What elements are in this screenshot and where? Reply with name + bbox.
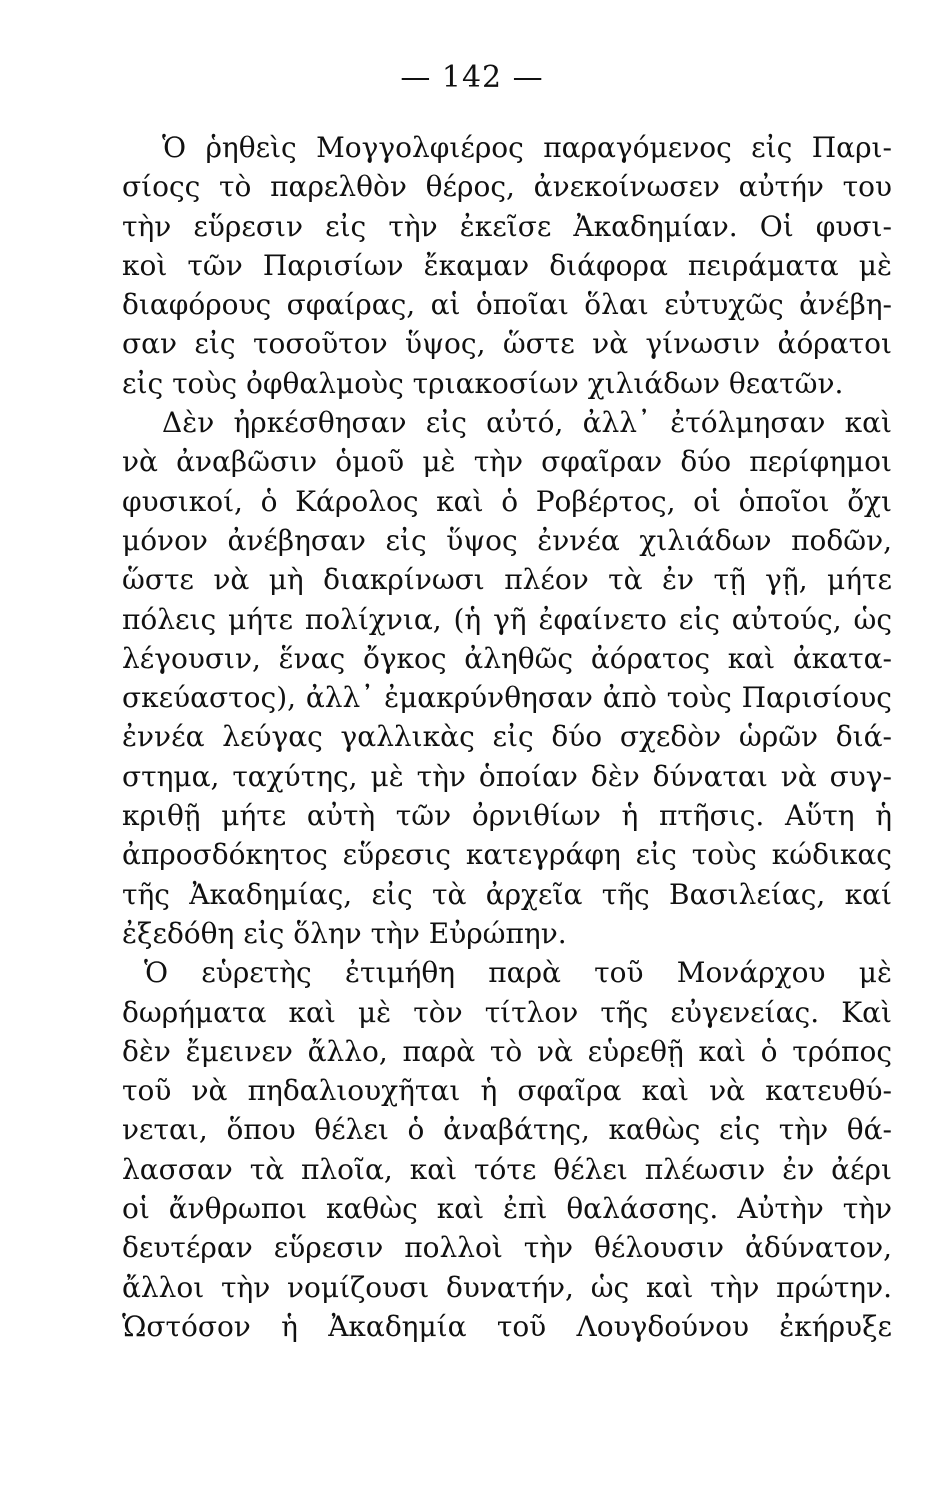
text-line: Ὁ εὑρετὴς ἐτιμήθη παρὰ τοῦ Μονάρχου μὲ	[144, 956, 892, 990]
text-line: κοὶ τῶν Παρισίων ἔκαμαν διάφορα πειράματα μὲ	[122, 248, 892, 282]
text-line: εἰς τοὺς ὀφθαλμοὺς τριακοσίων χιλιάδων θεατῶν.	[122, 366, 844, 400]
text-line: πόλεις μήτε πολίχνια, (ἡ γῆ ἐφαίνετο εἰς αὐτούς, ὡς	[122, 602, 892, 636]
text-line: τοῦ νὰ πηδαλιουχῆται ἡ σφαῖρα καὶ νὰ κατευθύ-	[122, 1074, 892, 1108]
text-line: Ὁ ῥηθεὶς Μογγολφιέρος παραγόμενος εἰς Παρι-	[162, 131, 892, 164]
text-line: μόνον ἀνέβησαν εἰς ὕψος ἐννέα χιλιάδων ποδῶν,	[122, 523, 892, 557]
text-line: σαν εἰς τοσοῦτον ὕψος, ὥστε νὰ γίνωσιν ἀόρατοι	[122, 327, 892, 361]
text-line: τῆς Ἀκαδημίας, εἰς τὰ ἀρχεῖα τῆς Βασιλείας, καί	[122, 877, 892, 911]
text-line: οἱ ἄνθρωποι καθὼς καὶ ἐπὶ θαλάσσης. Αὐτὴν τὴν	[122, 1192, 892, 1226]
text-line: ἀπροσδόκητος εὕρεσις κατεγράφη εἰς τοὺς κώδικας	[122, 838, 892, 872]
text-line: ἐξεδόθη εἰς ὅλην τὴν Εὐρώπην.	[122, 916, 567, 950]
text-line: ὥστε νὰ μὴ διακρίνωσι πλέον τὰ ἐν τῇ γῇ, μήτε	[122, 563, 892, 597]
body-text	[122, 128, 892, 1346]
text-line: ἄλλοι τὴν νομίζουσι δυνατήν, ὡς καὶ τὴν πρώτην.	[122, 1270, 892, 1304]
text-line: δωρήματα καὶ μὲ τὸν τίτλον τῆς εὐγενείας. Καὶ	[122, 995, 892, 1029]
text-line: Ὡστόσον ἡ Ἀκαδημία τοῦ Λουγδούνου ἐκήρυξε	[122, 1309, 892, 1343]
text-line: στημα, ταχύτης, μὲ τὴν ὁποίαν δὲν δύναται νὰ συγ-	[122, 759, 892, 793]
text-line: Δὲν ἠρκέσθησαν εἰς αὐτό, ἀλλ᾽ ἐτόλμησαν καὶ	[162, 406, 892, 440]
text-line: δευτέραν εὕρεσιν πολλοὶ τὴν θέλουσιν ἀδύνατον,	[122, 1231, 892, 1265]
text-line: δὲν ἔμεινεν ἄλλο, παρὰ τὸ νὰ εὑρεθῇ καὶ ὁ τρόπος	[122, 1034, 892, 1068]
text-line: λέγουσιν, ἕνας ὄγκος ἀληθῶς ἀόρατος καὶ ἀκατα-	[122, 641, 892, 675]
text-line: νεται, ὅπου θέλει ὁ ἀναβάτης, καθὼς εἰς τὴν θά-	[122, 1113, 892, 1147]
text-line: σίοςς τὸ παρελθὸν θέρος, ἀνεκοίνωσεν αὐτήν του	[122, 170, 892, 204]
text-line: λασσαν τὰ πλοῖα, καὶ τότε θέλει πλέωσιν ἐν ἀέρι	[122, 1152, 892, 1186]
text-line: διαφόρους σφαίρας, αἱ ὁποῖαι ὅλαι εὐτυχῶς ἀνέβη-	[122, 288, 892, 322]
text-line: σκεύαστος), ἀλλ᾽ ἐμακρύνθησαν ἀπὸ τοὺς Παρισίους	[122, 681, 892, 715]
text-line: ἐννέα λεύγας γαλλικὰς εἰς δύο σχεδὸν ὡρῶν διά-	[122, 720, 892, 754]
text-line: φυσικοί, ὁ Κάρολος καὶ ὁ Ροβέρτος, οἱ ὁποῖοι ὄχι	[122, 484, 892, 518]
page-number: — 142 —	[400, 60, 544, 95]
text-line: νὰ ἀναβῶσιν ὁμοῦ μὲ τὴν σφαῖραν δύο περίφημοι	[122, 445, 892, 479]
text-line: κριθῇ μήτε αὐτὴ τῶν ὀρνιθίων ἡ πτῆσις. Αὕτη ἡ	[122, 799, 892, 833]
text-line: τὴν εὕρεσιν εἰς τὴν ἐκεῖσε Ἀκαδημίαν. Οἱ φυσι-	[122, 209, 892, 243]
